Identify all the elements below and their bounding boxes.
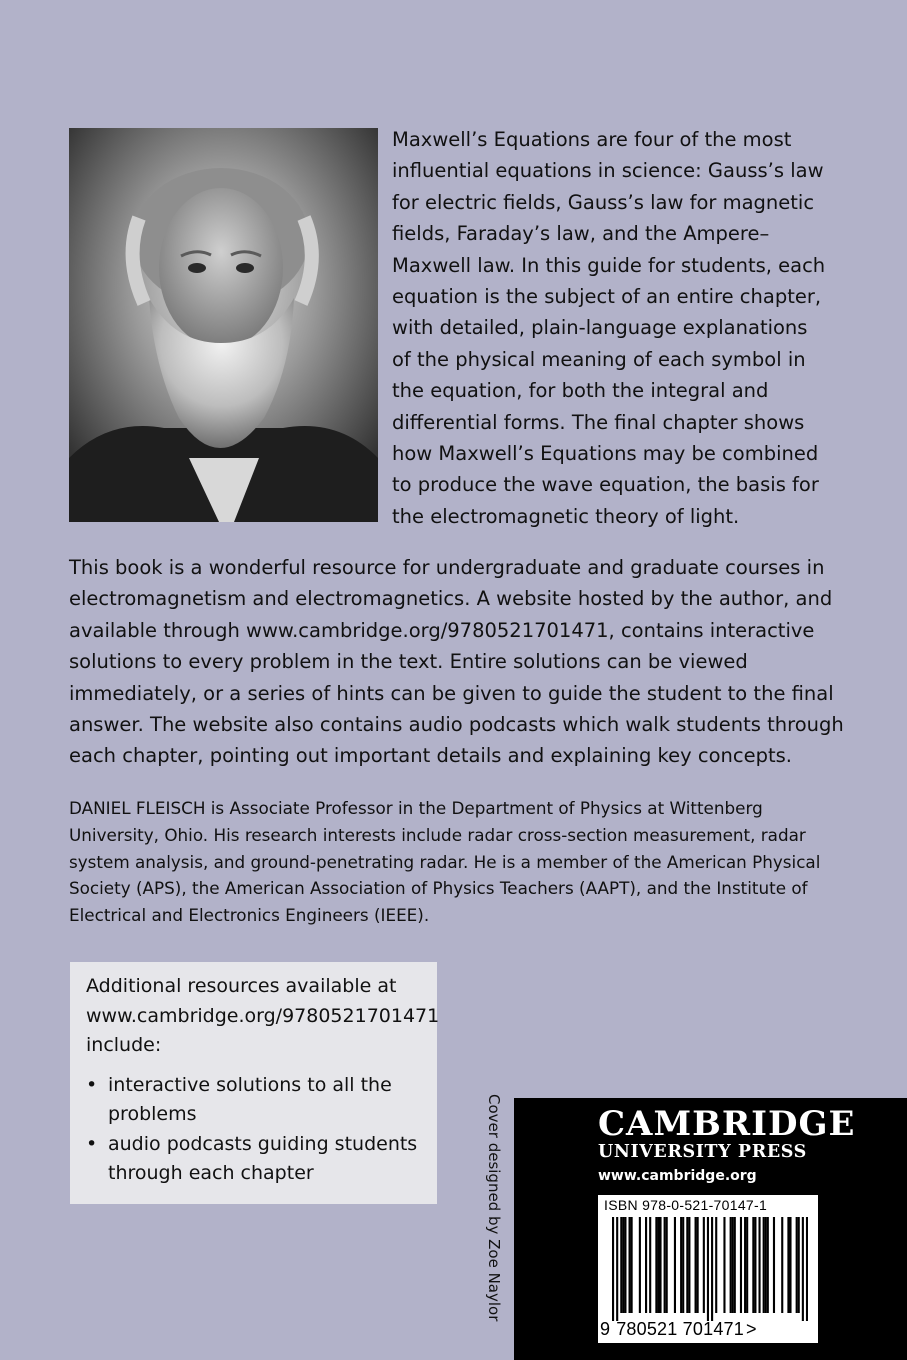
resources-heading: Additional resources available at www.cambridge.org/9780521701471 include: (86, 975, 440, 1056)
barcode-bar (763, 1217, 765, 1313)
publisher-block (514, 1098, 907, 1360)
cover-credit: Cover designed by Zoe Naylor (485, 1094, 503, 1322)
barcode-bar (612, 1217, 614, 1321)
barcode-bar (680, 1217, 682, 1313)
barcode-bar (682, 1217, 684, 1313)
barcode-bar (620, 1217, 622, 1313)
barcode-bar (758, 1217, 760, 1313)
barcode-bar (732, 1217, 734, 1313)
barcode-bar (697, 1217, 699, 1313)
barcode-bar (789, 1217, 791, 1313)
barcode-chevron-icon: > (745, 1319, 757, 1339)
barcode-bar (730, 1217, 732, 1313)
barcode-bar (796, 1217, 798, 1313)
barcode-bar (806, 1217, 808, 1321)
barcode-bar (664, 1217, 666, 1313)
intro-paragraph: Maxwell’s Equations are four of the most influential equations in science: Gauss’s law for electric fields, Gauss’s law for magnetic fields, Faraday’s law, and the Ampere–Maxwell law. In this guide for students, each equation is the subject of an entire chapter, with detailed, plain-language explanations of the physical meaning of each symbol in the equation, for both the integral and differential forms. The final chapter shows how Maxwell’s Equations may be combined to produce the wave equation, the basis for the electromagnetic theory of light. (392, 128, 826, 528)
barcode-bar (622, 1217, 624, 1313)
resources-list (86, 1071, 425, 1189)
publisher-subtitle: UNIVERSITY PRESS (598, 1142, 807, 1162)
barcode-bar (649, 1217, 651, 1313)
barcode-lead-digit: 9 (600, 1319, 611, 1339)
barcode-bar (767, 1217, 769, 1313)
list-item (86, 1130, 425, 1189)
barcode-bar (787, 1217, 789, 1313)
barcode-bar (752, 1217, 754, 1313)
barcode-bar (616, 1217, 618, 1321)
list-item (86, 1071, 425, 1130)
barcode-bar (655, 1217, 657, 1313)
bullet-icon: • (86, 1073, 98, 1096)
barcode (612, 1217, 808, 1321)
barcode-bar (639, 1217, 641, 1313)
barcode-bar (659, 1217, 661, 1313)
portrait-illustration (69, 128, 378, 522)
bullet-icon: • (86, 1132, 98, 1155)
barcode-bar (711, 1217, 713, 1321)
barcode-bar (695, 1217, 697, 1313)
barcode-bar (798, 1217, 800, 1313)
barcode-bar (715, 1217, 717, 1313)
portrait-photo (69, 128, 378, 522)
barcode-bar (734, 1217, 736, 1313)
publisher-url: www.cambridge.org (598, 1168, 757, 1184)
barcode-bar (723, 1217, 725, 1313)
author-bio: DANIEL FLEISCH is Associate Professor in the Department of Physics at Wittenberg University, Ohio. His research interests include radar cross-section measurement, radar system analysis, and ground-penetrating radar. He is a member of the American Physical Society (APS), the American Association of Physics Teachers (AAPT), and the Institute of Electrical and Electronics Engineers (IEEE). (69, 798, 821, 926)
barcode-digits (600, 1319, 757, 1340)
isbn-label: ISBN 978-0-521-70147-1 (604, 1197, 768, 1213)
barcode-box (598, 1195, 818, 1343)
barcode-number: 780521 701471 (616, 1319, 744, 1339)
barcode-bar (657, 1217, 659, 1313)
barcode-bar (645, 1217, 647, 1313)
barcode-bar (744, 1217, 746, 1313)
barcode-bar (624, 1217, 626, 1313)
description-paragraph: This book is a wonderful resource for undergraduate and graduate courses in electromagnetism and electromagnetics. A website hosted by the author, and available through www.cambridge.org/9780521701471, contains interactive solutions to every problem in the text. Entire solutions can be viewed immediately, or a series of hints can be given to guide the student to the final answer. The website also contains audio podcasts which walk students through each chapter, pointing out important details and explaining key concepts. (69, 556, 844, 768)
barcode-bar (666, 1217, 668, 1313)
resources-box (70, 962, 440, 1204)
barcode-bar (765, 1217, 767, 1313)
barcode-bar (773, 1217, 775, 1313)
barcode-bar (707, 1217, 709, 1321)
barcode-bar (754, 1217, 756, 1313)
resource-item-label: audio podcasts guiding students through each chapter (108, 1132, 418, 1184)
barcode-bar (703, 1217, 705, 1313)
barcode-bar (688, 1217, 690, 1313)
barcode-bar (674, 1217, 676, 1313)
publisher-name: CAMBRIDGE (598, 1104, 856, 1144)
barcode-bar (629, 1217, 631, 1313)
barcode-bar (746, 1217, 748, 1313)
barcode-bar (686, 1217, 688, 1313)
resource-item-label: interactive solutions to all the problems (108, 1073, 392, 1125)
barcode-bar (740, 1217, 742, 1313)
barcode-bar (781, 1217, 783, 1313)
barcode-bar (802, 1217, 804, 1321)
barcode-bar (631, 1217, 633, 1313)
